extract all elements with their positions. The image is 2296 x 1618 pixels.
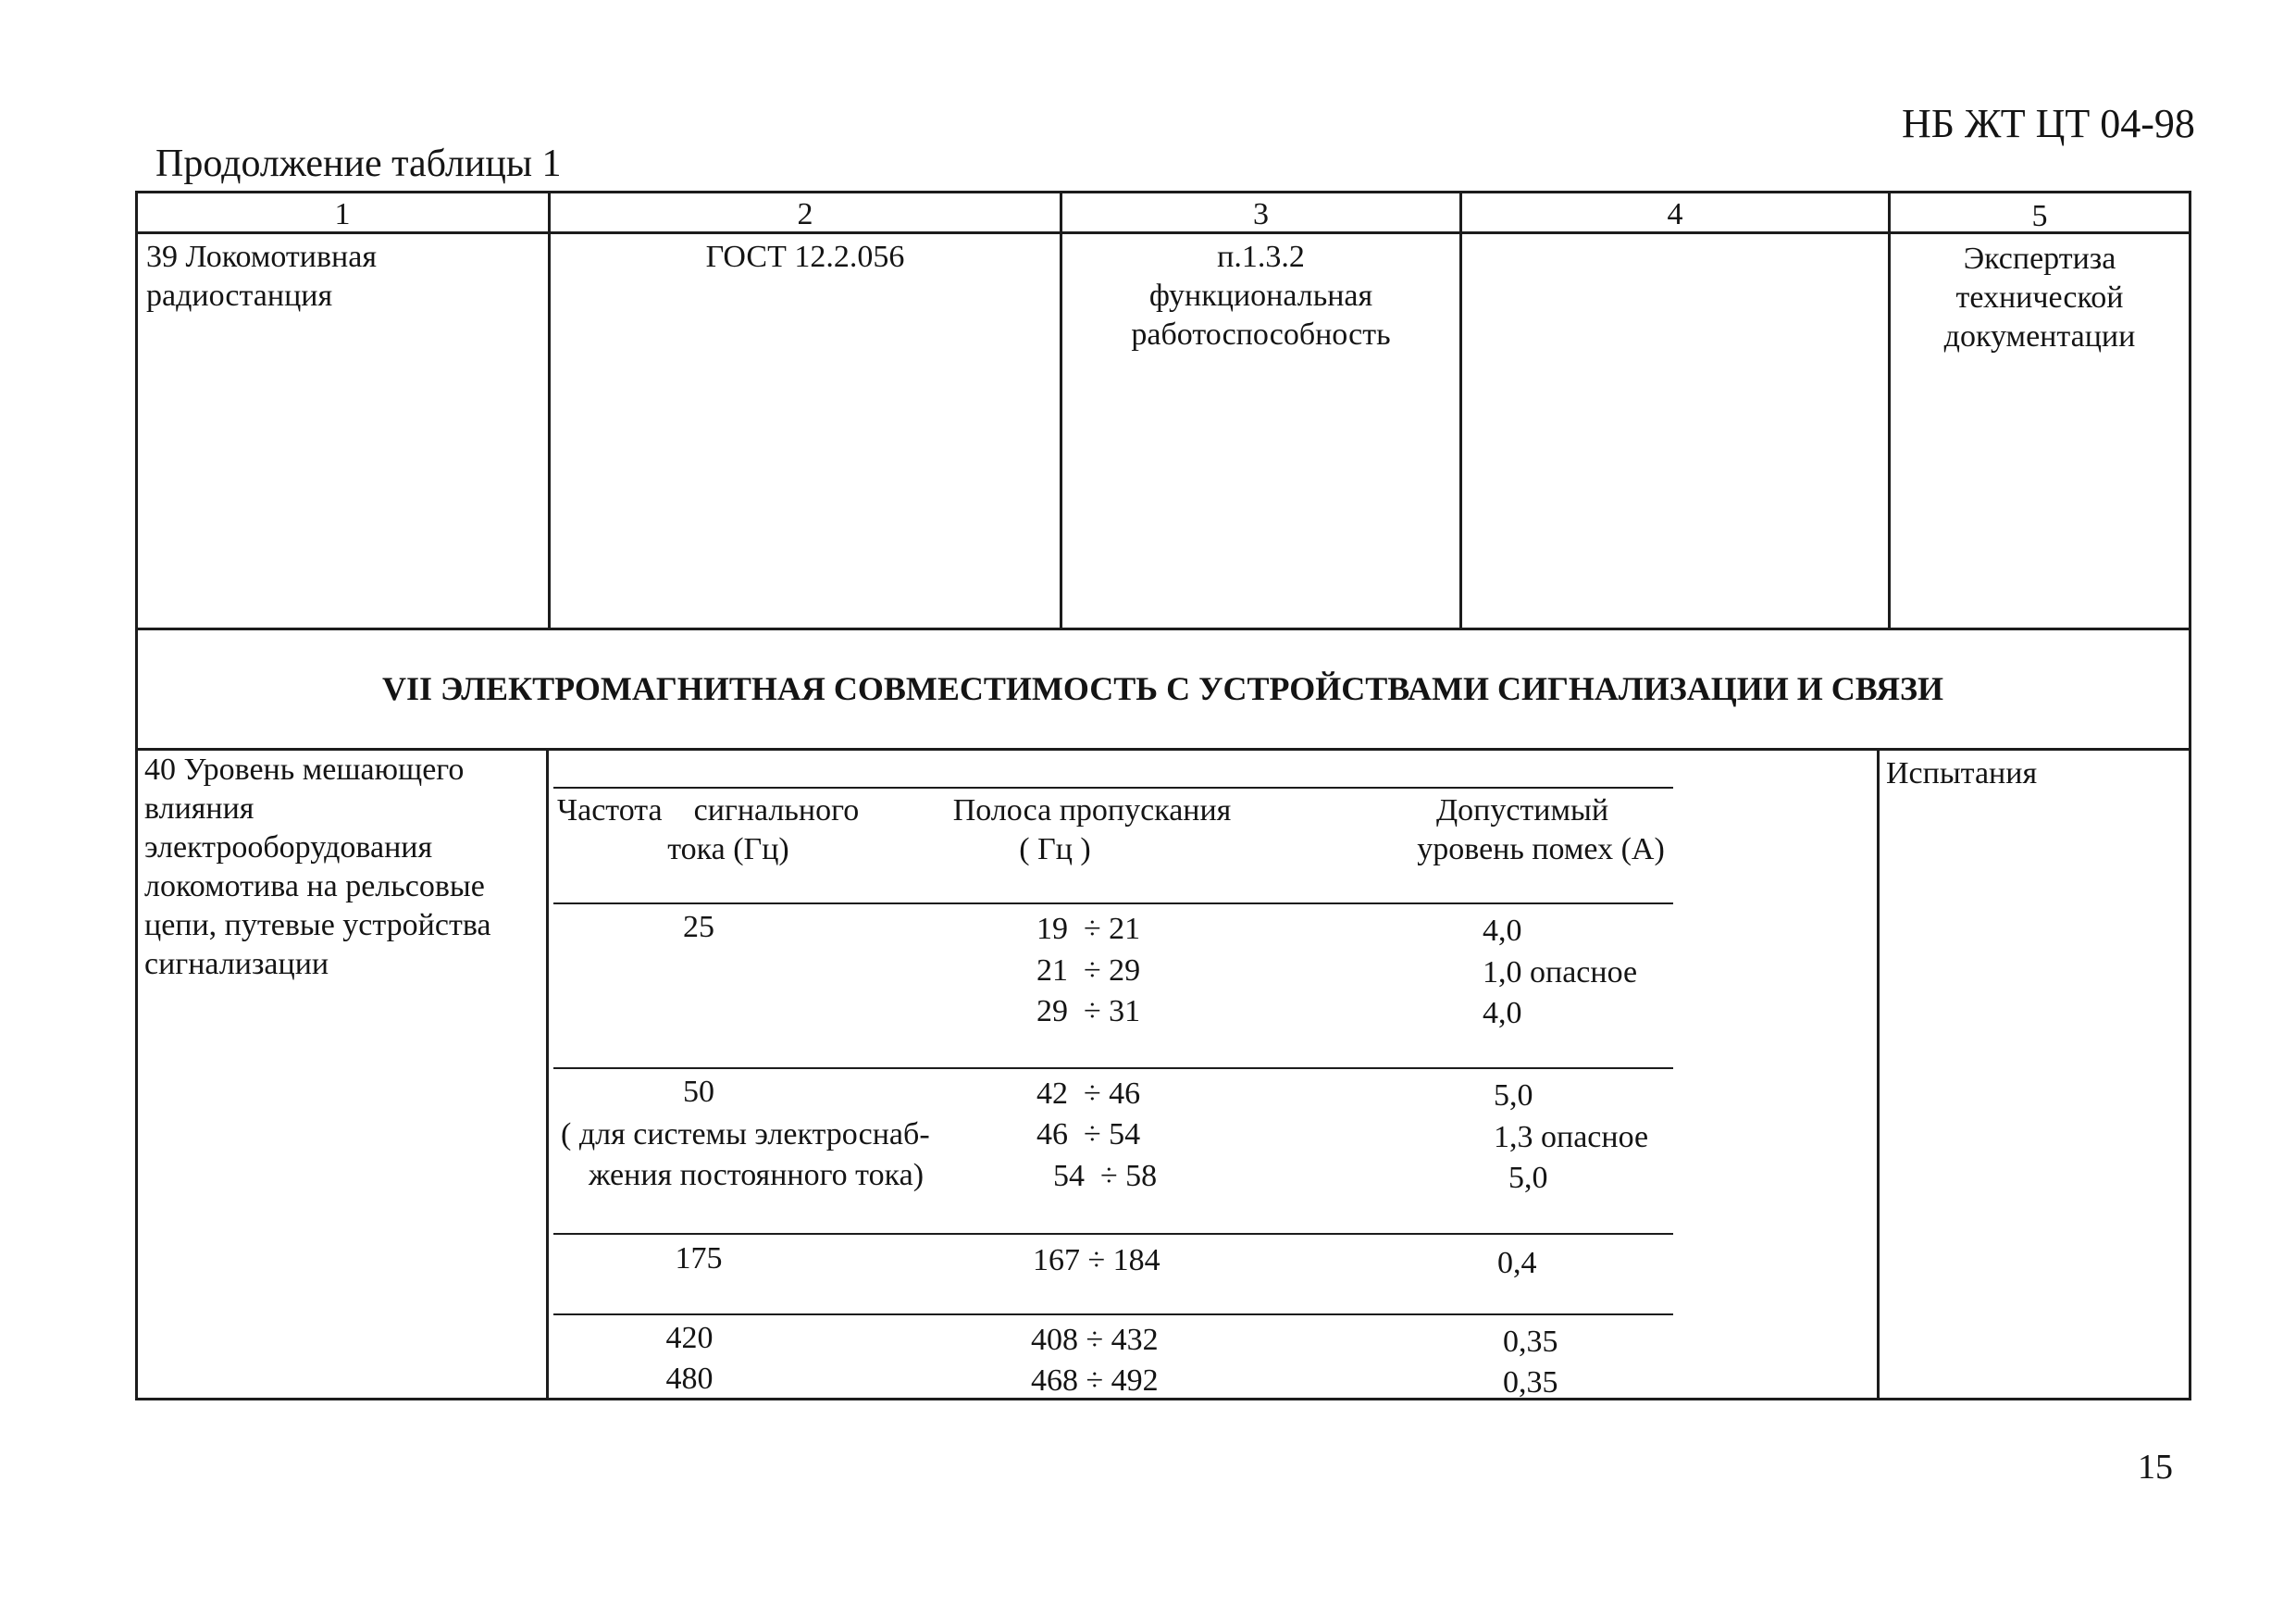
- row40-col1-line6: сигнализации: [144, 947, 329, 981]
- column-number-5: 5: [2031, 199, 2048, 233]
- subtable-header-freq-line2: тока (Гц): [667, 832, 789, 866]
- row39-col1-line2: радиостанция: [146, 279, 333, 313]
- group2-freq-2: ( для системы электроснаб-: [561, 1117, 930, 1151]
- section-title: VII ЭЛЕКТРОМАГНИТНАЯ СОВМЕСТИМОСТЬ С УСТРОЙСТВАМИ СИГНАЛИЗАЦИИ И СВЯЗИ: [382, 670, 1943, 707]
- table-continuation-caption: Продолжение таблицы 1: [155, 143, 562, 185]
- row39-col3-line3: работоспособность: [1131, 317, 1391, 352]
- column-number-2: 2: [797, 197, 813, 231]
- row39-col5-line3: документации: [1943, 319, 2136, 354]
- subtable-header-band-line2: ( Гц ): [1019, 832, 1091, 866]
- row39-col5-line1: Экспертиза: [1963, 242, 2116, 276]
- group4-band-2: 468 ÷ 492: [1031, 1363, 1159, 1398]
- row40-col1-line1: 40 Уровень мешающего: [144, 753, 465, 787]
- group3-freq: 175: [675, 1241, 723, 1276]
- row40-col1-line3: электрооборудования: [144, 830, 433, 865]
- subtable-top-rule: [553, 787, 1673, 789]
- group1-level-2: 1,0 опасное: [1483, 955, 1638, 989]
- page-number: 15: [2138, 1448, 2173, 1487]
- row40-col1-line4: локомотива на рельсовые: [144, 869, 485, 903]
- group4-freq-2: 480: [665, 1362, 714, 1396]
- group4-level-2: 0,35: [1503, 1365, 1558, 1400]
- group2-band-2: 46 ÷ 54: [1036, 1117, 1141, 1151]
- row39-col2: ГОСТ 12.2.056: [705, 240, 905, 274]
- row39-col5-line2: технической: [1955, 280, 2124, 315]
- group1-level-3: 4,0: [1483, 996, 1522, 1030]
- subtable-header-level-line2: уровень помех (А): [1417, 832, 1665, 866]
- group3-level-1: 0,4: [1497, 1246, 1537, 1280]
- group2-level-3: 5,0: [1508, 1161, 1548, 1195]
- subtable-group2-rule: [553, 1233, 1673, 1235]
- group2-level-1: 5,0: [1494, 1078, 1533, 1113]
- col3-separator: [1459, 191, 1462, 629]
- table-left-border: [135, 191, 138, 1400]
- row40-col1-line5: цепи, путевые устройства: [144, 908, 491, 942]
- row40-col5-separator: [1877, 748, 1880, 1400]
- column-number-1: 1: [334, 197, 351, 231]
- table-bottom-border: [135, 1398, 2191, 1400]
- group1-band-1: 19 ÷ 21: [1036, 912, 1141, 946]
- row40-col1-separator: [546, 748, 549, 1400]
- subtable-header-rule: [553, 902, 1673, 904]
- row39-col3-line1: п.1.3.2: [1217, 240, 1305, 274]
- table-right-border: [2189, 191, 2191, 1400]
- group1-band-3: 29 ÷ 31: [1036, 994, 1141, 1028]
- group2-band-3: 54 ÷ 58: [1053, 1159, 1158, 1193]
- group4-band-1: 408 ÷ 432: [1031, 1323, 1159, 1357]
- document-code: НБ ЖТ ЦТ 04-98: [1902, 101, 2195, 146]
- column-number-4: 4: [1667, 197, 1683, 231]
- group2-freq-1: 50: [683, 1075, 714, 1109]
- group1-freq: 25: [683, 910, 714, 944]
- subtable-header-level-line1: Допустимый: [1435, 793, 1609, 828]
- row39-col3-line2: функциональная: [1148, 279, 1373, 313]
- column-number-3: 3: [1253, 197, 1269, 231]
- group2-freq-3: жения постоянного тока): [589, 1158, 925, 1192]
- group1-band-2: 21 ÷ 29: [1036, 953, 1141, 988]
- table-top-border: [137, 191, 2191, 193]
- group1-level-1: 4,0: [1483, 914, 1522, 948]
- group4-freq-1: 420: [665, 1321, 714, 1355]
- group2-level-2: 1,3 опасное: [1494, 1120, 1649, 1154]
- row39-bottom-border: [137, 628, 2191, 630]
- group3-band-1: 167 ÷ 184: [1033, 1243, 1160, 1277]
- row40-col1-line2: влияния: [144, 791, 254, 826]
- subtable-header-freq-line1: Частота сигнального: [557, 793, 860, 828]
- subtable-group1-rule: [553, 1067, 1673, 1069]
- subtable-header-band-line1: Полоса пропускания: [952, 793, 1232, 828]
- group4-level-1: 0,35: [1503, 1325, 1558, 1359]
- group2-band-1: 42 ÷ 46: [1036, 1077, 1141, 1111]
- row39-col1-line1: 39 Локомотивная: [146, 240, 377, 274]
- row40-col5: Испытания: [1886, 756, 2038, 790]
- subtable-group3-rule: [553, 1313, 1673, 1315]
